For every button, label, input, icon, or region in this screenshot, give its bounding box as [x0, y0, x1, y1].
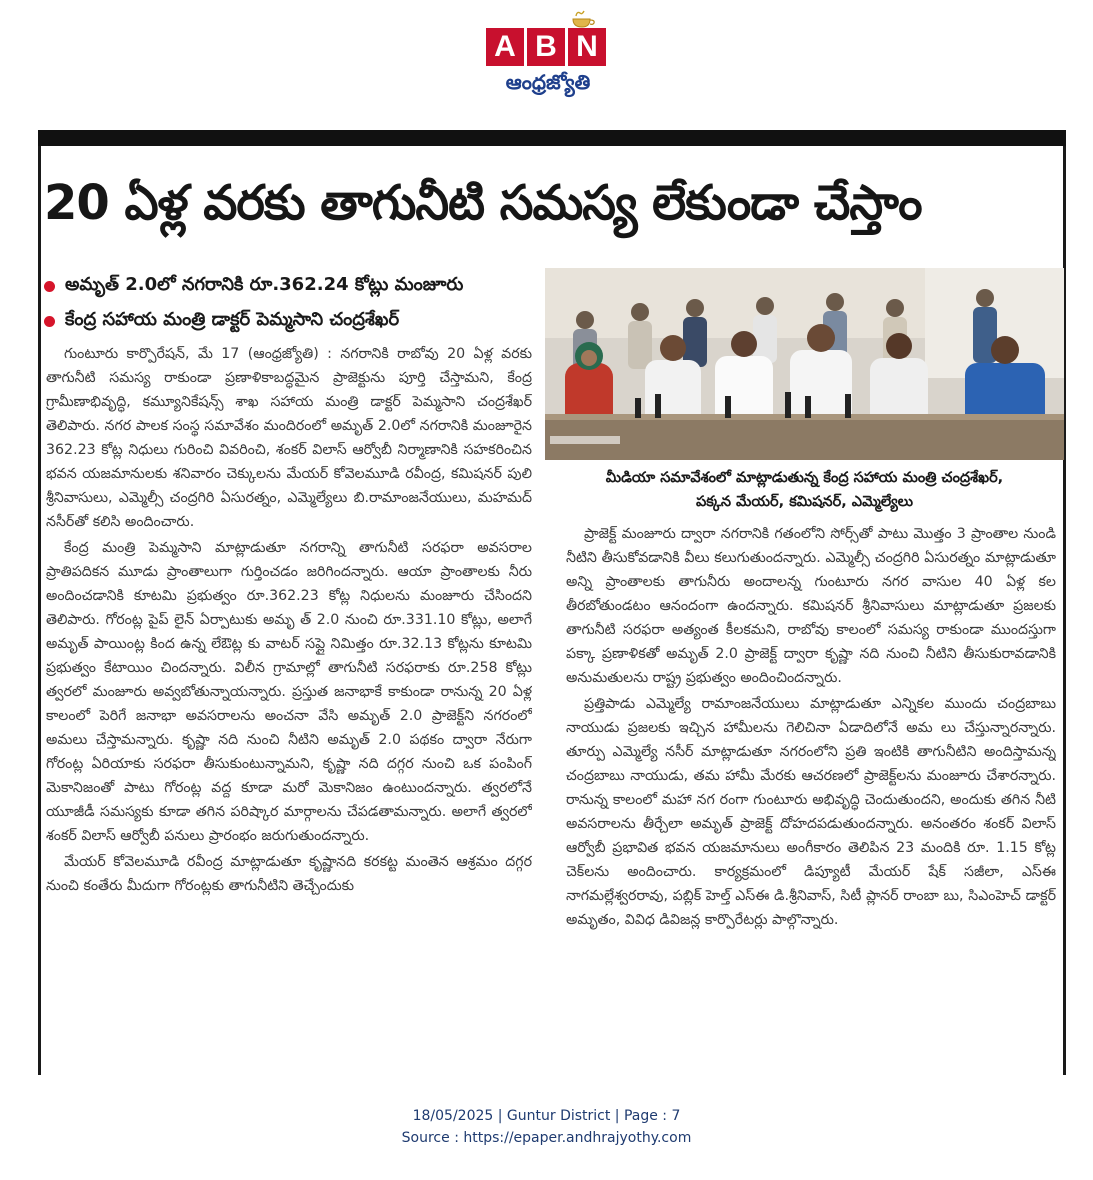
- clipping-top-bar: [38, 130, 1066, 146]
- red-bullet-icon: [44, 281, 55, 292]
- subheading-text: కేంద్ర సహాయ మంత్రి డాక్టర్ పెమ్మసాని చంద్రశేఖర్: [65, 308, 400, 330]
- logo-letter-a: A: [486, 28, 524, 66]
- footer-source: Source : https://epaper.andhrajyothy.com: [401, 1130, 692, 1146]
- article-body-left-column: [46, 342, 532, 1066]
- logo-letter-b: B: [527, 28, 565, 66]
- press-meet-photo: [545, 268, 1064, 460]
- page-footer: [0, 1105, 1093, 1149]
- photo-caption-line-1: మీడియా సమావేశంలో మాట్లాడుతున్న కేంద్ర సహాయ మంత్రి చంద్రశేఖర్,: [605, 470, 1004, 486]
- footer-meta: 18/05/2025 | Guntur District | Page : 7: [412, 1108, 681, 1124]
- photo-caption: [545, 466, 1064, 514]
- article-body-right-column: [566, 522, 1056, 1066]
- subheading-bullet-1: [44, 273, 463, 299]
- logo-letters: [486, 28, 606, 66]
- body-paragraph: గుంటూరు కార్పొరేషన్, మే 17 (ఆంధ్రజ్యోతి) : నగరానికి రాబోవు 20 ఏళ్ల వరకు తాగునీటి సమస్య రాకుండా ప్రణాళికాబద్ధమైన ప్రాజెక్టును పూర్తి చేస్తామని, కేంద్ర గ్రామీణాభివృద్ధి, కమ్యూనికేషన్స్ శాఖ సహాయ మంత్రి డాక్టర్ పెమ్మసాని చంద్రశేఖర్ తెలిపారు. నగర పాలక సంస్థ సమావేశం మందిరంలో అమృత్ 2.0లో నగరానికి మంజూరైన 362.23 కోట్ల నిధులు గురించి వివరించి, శంకర్ విలాస్ ఆర్వోబీ నిర్మాణానికి సహకరించిన భవన యజమానులకు శనివారం చెక్కులను మేయర్ కోవెలమూడి రవీంద్ర, కమిషనర్ పులి శ్రీనివాసులు, ఎమ్మెల్సీ చంద్రగిరి ఏసురత్నం, ఎమ్మెల్యేలు బి.రామాంజనేయులు, మహమద్ నసీర్‌తో కలిసి అందించారు.: [46, 346, 532, 530]
- logo-letter-n: N: [568, 28, 606, 66]
- body-paragraph: ప్రాజెక్ట్ మంజూరు ద్వారా నగరానికి గతంలోని సోర్స్‌తో పాటు మొత్తం 3 ప్రాంతాల నుండి నీటిని తీసుకోవడానికి వీలు కలుగుతుందన్నారు. ఎమ్మెల్సీ చంద్రగిరి ఏసురత్నం మాట్లాడుతూ అన్ని ప్రాంతాలకు తాగునీరు అందాలన్న గుంటూరు నగర వాసుల 40 ఏళ్ల కల తీరబోతుండటం ఆనందంగా ఉందన్నారు. కమిషనర్ శ్రీనివాసులు మాట్లాడుతూ ప్రజలకు తాగునీటి సరఫరా అత్యంత కీలకమని, రాబోవు కాలంలో సమస్య రాకుండా ముందస్తుగా పక్కా ప్రణాళికతో అమృత్ 2.0 ప్రాజెక్ట్ ద్వారా కృష్ణా నది నుంచి నీటిని తీసుకురావడానికి అనుమతులను రాష్ట్ర ప్రభుత్వం అందించిందన్నారు.: [566, 526, 1056, 686]
- cup-icon: [570, 10, 596, 28]
- body-paragraph: మేయర్ కోవెలమూడి రవీంద్ర మాట్లాడుతూ కృష్ణానది కరకట్ట మంతెన ఆశ్రమం దగ్గర నుంచి కంతేరు మీదుగా గోరంట్లకు తాగునీటిని తెచ్చేందుకు: [46, 854, 532, 894]
- body-paragraph: కేంద్ర మంత్రి పెమ్మసాని మాట్లాడుతూ నగరాన్ని తాగునీటి సరఫరా అవసరాల ప్రాతిపదికన మూడు ప్రాంతాలుగా గుర్తించడం జరిగిందన్నారు. ఆయా ప్రాంతాలకు నీరు అందించడానికి కూటమి ప్రభుత్వం రూ.362.23 కోట్ల నిధులను మంజూరు చేసిందని తెలిపారు. గోరంట్ల పైప్ లైన్ ఏర్పాటుకు అమృ త్ 2.0 నుంచి రూ.331.10 కోట్లు, అలాగే అమృత్ పాయింట్ల కింద ఉన్న లేఔట్ల కు వాటర్ సప్లై నిమిత్తం రూ.32.13 కోట్లను కూటమి ప్రభుత్వం కేటాయిం చిందన్నారు. విలీన గ్రామాల్లో తాగునీటి సరఫరాకు రూ.258 కోట్లు త్వరలో మంజూరు అవ్వబోతున్నాయన్నారు. ప్రస్తుత జనాభాకే కాకుండా రానున్న 20 ఏళ్ల కాలంలో పెరిగే జనాభా అవసరాలను అంచనా వేసి అమృత్ 2.0 ప్రాజెక్ట్‌ని నగరంలో అమలు చేస్తామన్నారు. కృష్ణా నది నుంచి నీటిని అమృత్ 2.0 పథకం ద్వారా నేరుగా గోరంట్ల ఏరియాకు సరఫరా తీసుకుంటున్నామని, కృష్ణా నది దగ్గర నుంచి ఒక పంపింగ్ మెకానిజంతో పాటు గోరంట్ల వద్ద కూడా మరో మెకానిజం ఉంటుందన్నారు. త్వరలోనే యూజీడీ సమస్యకు కూడా తగిన పరిష్కార మార్గాలను చేపడతామన్నారు. అలాగే త్వరలో శంకర్ విలాస్ ఆర్వోబీ పనులు ప్రారంభం జరుగుతుందన్నారు.: [46, 540, 532, 844]
- abn-andhrajyothy-logo: [486, 8, 610, 104]
- article-headline: 20 ఏళ్ల వరకు తాగునీటి సమస్య లేకుండా చేస్తాం: [44, 175, 922, 231]
- photo-caption-line-2: పక్కన మేయర్, కమిషనర్, ఎమ్మెల్యేలు: [695, 494, 914, 510]
- subheading-text: అమృత్ 2.0లో నగరానికి రూ.362.24 కోట్లు మంజూరు: [65, 273, 464, 295]
- red-bullet-icon: [44, 316, 55, 327]
- subheading-bullet-2: [44, 308, 399, 334]
- body-paragraph: ప్రత్తిపాడు ఎమ్మెల్యే రామాంజనేయులు మాట్లాడుతూ ఎన్నికల ముందు చంద్రబాబు నాయుడు ప్రజలకు ఇచ్చిన హామీలను గెలిచినా ఏడాదిలోనే అమ లు చేస్తున్నారన్నారు. తూర్పు ఎమ్మెల్యే నసీర్ మాట్లాడుతూ నగరంలోని ప్రతి ఇంటికి తాగునీటిని అందిస్తామన్న చంద్రబాబు నాయుడు, తమ హామీ మేరకు ఆచరణలో ప్రాజెక్ట్‌లను మంజూరు చేశారన్నారు. రానున్న కాలంలో మహా నగ రంగా గుంటూరు అభివృద్ధి చెందుతుందని, అందుకు తగిన నీటి అవసరాలను తీర్చేలా అమృత్ ప్రాజెక్ట్ దోహదపడుతుందన్నారు. అనంతరం శంకర్ విలాస్ ఆర్వోబీ ప్రభావిత భవన యజమానులు అంగీకారం తెలిపిన 23 మందికి రూ. 1.15 కోట్ల చెక్‌లను అందించారు. కార్యక్రమంలో డిప్యూటీ మేయర్ షేక్ సజీలా, ఎస్ఈ నాగమల్లేశ్వరరావు, పబ్లిక్ హెల్త్ ఎస్ఈ డి.శ్రీనివాస్, సిటీ ప్లానర్ రాంబా బు, సిఎంహెచ్ డాక్టర్ అమృతం, వివిధ డివిజన్ల కార్పొరేటర్లు పాల్గొన్నారు.: [566, 696, 1056, 928]
- logo-subtitle: ఆంధ్రజ్యోతి: [505, 70, 591, 94]
